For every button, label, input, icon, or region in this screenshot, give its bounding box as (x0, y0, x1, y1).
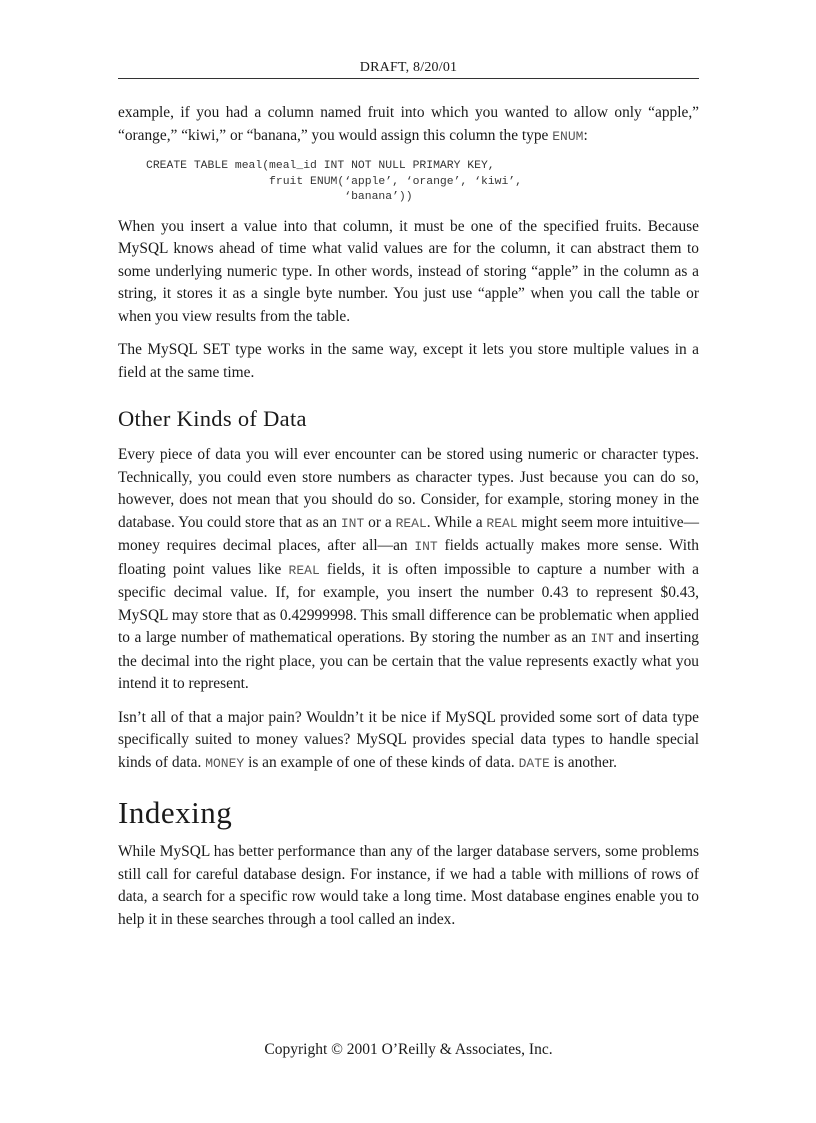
text-run: : (583, 126, 588, 144)
text-run: example, if you had a column named fruit into which you wanted to allow only “apple,” “orange,” “kiwi,” or “banana,” you would assign this column the type (118, 104, 699, 144)
code-real: REAL (486, 515, 518, 531)
code-int: INT (414, 539, 438, 554)
paragraph-other-kinds (118, 444, 699, 696)
code-real: REAL (288, 562, 320, 578)
text-run: fields, it is often impossible to capture a number with a specific decimal value. If, for example, you insert the number 0.43 to represent $0.43, MySQL may store that as 0.42999998. This small difference can be problematic when applied to a large number of mathematical operations. By storing the number as an (118, 560, 699, 646)
page-footer: Copyright © 2001 O’Reilly & Associates, Inc. (264, 1041, 553, 1058)
section-heading-other-kinds: Other Kinds of Data (118, 406, 307, 431)
text-run: . While a (426, 513, 487, 531)
text-run: is another. (549, 753, 617, 771)
code-int: INT (340, 515, 365, 531)
code-money: MONEY (205, 755, 245, 771)
text-run: or a (364, 513, 396, 531)
text-run: fields actually makes more sense. With floating point values like (118, 537, 700, 578)
code-block: CREATE TABLE meal(meal_id INT NOT NULL PRIMARY KEY, fruit ENUM(‘apple’, ‘orange’, ‘kiwi’, ‘banana’)) (146, 160, 522, 203)
paragraph-set-type: The MySQL SET type works in the same way, except it lets you store multiple values in a field at the same time. (118, 341, 699, 381)
code-enum: ENUM (552, 128, 584, 144)
paragraph-money-types (118, 707, 699, 776)
paragraph-enum-intro (118, 102, 699, 148)
paragraph-enum-insert: When you insert a value into that column, it must be one of the specified fruits. Because MySQL knows ahead of time what valid values are for the column, it can abstract them to some underlying numeric type. In other words, instead of storing “apple” in the column as a string, it stores it as a single byte number. You just use “apple” when you call the table or when you view results from the table. (118, 217, 699, 325)
text-run: Every piece of data you will ever encounter can be stored using numeric or character types. Technically, you could even store numbers as character types. Just because you can do so, however, does not mean that you should do so. Consider, for example, storing money in the database. You could store that as an (118, 446, 699, 531)
paragraph-indexing: While MySQL has better performance than any of the larger database servers, some problems still call for careful database design. For instance, if we had a table with millions of rows of data, a search for a specific row would take a long time. Most database engines enable you to help it in these searches through a tool called an index. (118, 843, 699, 928)
chapter-heading-indexing: Indexing (118, 795, 233, 830)
header-rule (118, 78, 699, 79)
text-run: might seem more intuitive—money requires decimal places, after all—an (118, 513, 699, 554)
page-content (118, 102, 699, 942)
code-real: REAL (395, 515, 427, 531)
page-header: DRAFT, 8/20/01 (359, 60, 458, 75)
text-run: and inserting the decimal into the right place, you can be certain that the value represents exactly what you intend it to represent. (118, 629, 699, 692)
code-date: DATE (518, 755, 550, 771)
code-int: INT (590, 631, 614, 646)
text-run: is an example of one of these kinds of data. (244, 753, 519, 771)
text-run: Isn’t all of that a major pain? Wouldn’t it be nice if MySQL provided some sort of data type specifically suited to money values? MySQL provides special data types to handle special kinds of data. (118, 708, 699, 771)
